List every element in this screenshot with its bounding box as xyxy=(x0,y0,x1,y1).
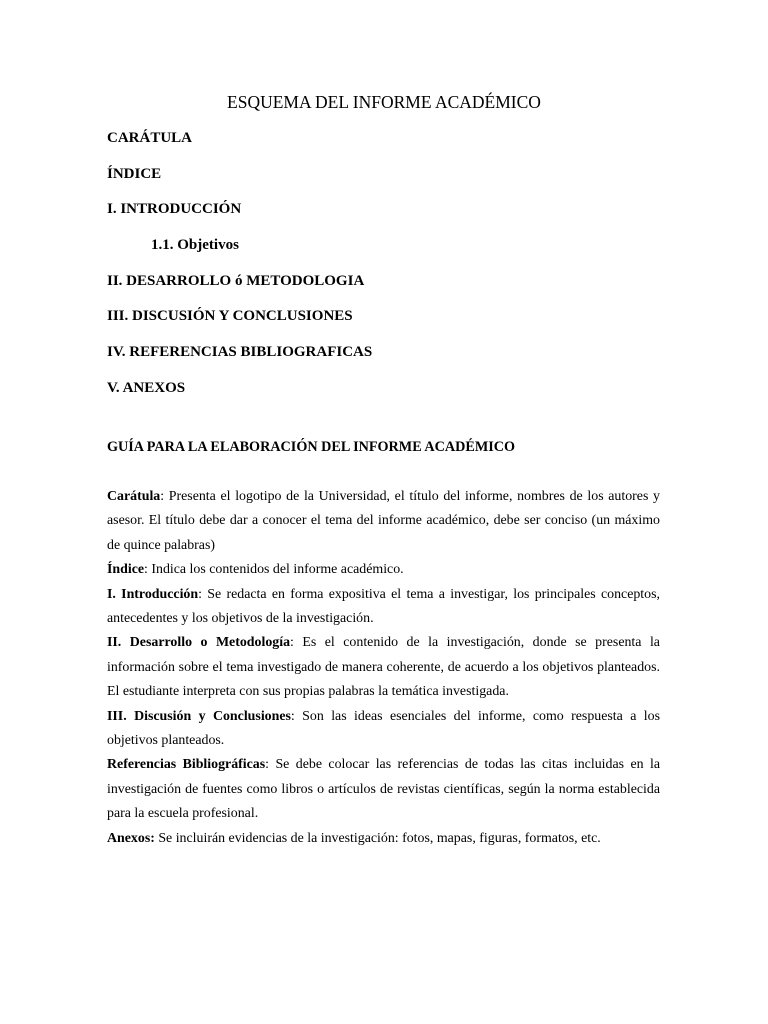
guide-term: Carátula xyxy=(107,489,161,504)
guide-term: Índice xyxy=(107,562,145,578)
guide-term: III. Discusión y Conclusiones xyxy=(107,708,291,724)
guide-text: Se redacta en forma expositiva el tema a investigar, los principales conceptos, antecedentes y los objetivos de la investigación. xyxy=(107,586,660,627)
guide-text: Presenta el logotipo de la Universidad, el título del informe, nombres de los autores y asesor. El título debe dar a conocer el tema del informe académico, debe ser conciso (un máximo de quince palabras) xyxy=(107,489,660,553)
guide-heading: GUÍA PARA LA ELABORACIÓN DEL INFORME ACADÉMICO xyxy=(107,439,516,455)
guide-term: I. Introducción xyxy=(107,586,199,602)
outline-item-anexos: V. ANEXOS xyxy=(107,380,186,396)
guide-paragraph-indice xyxy=(107,558,660,582)
guide-paragraph-discusion xyxy=(107,705,660,754)
guide-separator: : xyxy=(144,562,148,578)
guide-separator: : xyxy=(198,586,202,602)
outline-item-discusion: III. DISCUSIÓN Y CONCLUSIONES xyxy=(107,308,353,324)
guide-text: Se incluirán evidencias de la investigación: fotos, mapas, figuras, formatos, etc. xyxy=(154,830,601,846)
guide-text: Son las ideas esenciales del informe, como respuesta a los objetivos planteados. xyxy=(107,708,660,749)
outline-item-desarrollo: II. DESARROLLO ó METODOLOGIA xyxy=(107,273,365,289)
guide-text: Se debe colocar las referencias de todas las citas incluidas en la investigación de fuentes como libros o artículos de revistas científicas, según la norma establecida para la escuela profesional. xyxy=(107,757,660,822)
outline-item-indice: ÍNDICE xyxy=(107,166,162,182)
guide-separator: : xyxy=(265,757,270,773)
outline-item-objetivos: 1.1. Objetivos xyxy=(151,237,239,253)
guide-paragraph-anexos xyxy=(107,827,660,851)
guide-separator: : xyxy=(160,489,165,504)
guide-term: II. Desarrollo o Metodología xyxy=(107,635,291,651)
guide-text: Es el contenido de la investigación, donde se presenta la información sobre el tema investigado de manera coherente, de acuerdo a los objetivos planteados. El estudiante interpreta con sus propias palabras la temática investigada. xyxy=(107,635,660,700)
guide-paragraph-desarrollo xyxy=(107,631,660,704)
guide-paragraph-introduccion xyxy=(107,583,660,632)
guide-separator: : xyxy=(290,708,295,724)
guide-term: Referencias Bibliográficas xyxy=(107,757,266,773)
guide-paragraph-referencias xyxy=(107,753,660,826)
guide-section xyxy=(107,485,660,851)
guide-term: Anexos: xyxy=(107,830,155,846)
guide-separator: : xyxy=(290,635,294,651)
outline-item-introduccion: I. INTRODUCCIÓN xyxy=(107,201,242,217)
page-title: ESQUEMA DEL INFORME ACADÉMICO xyxy=(227,92,541,112)
outline-item-caratula: CARÁTULA xyxy=(107,130,193,146)
guide-paragraph-caratula xyxy=(107,485,660,558)
outline-item-referencias: IV. REFERENCIAS BIBLIOGRAFICAS xyxy=(107,344,373,360)
guide-text: Indica los contenidos del informe académico. xyxy=(147,562,404,578)
